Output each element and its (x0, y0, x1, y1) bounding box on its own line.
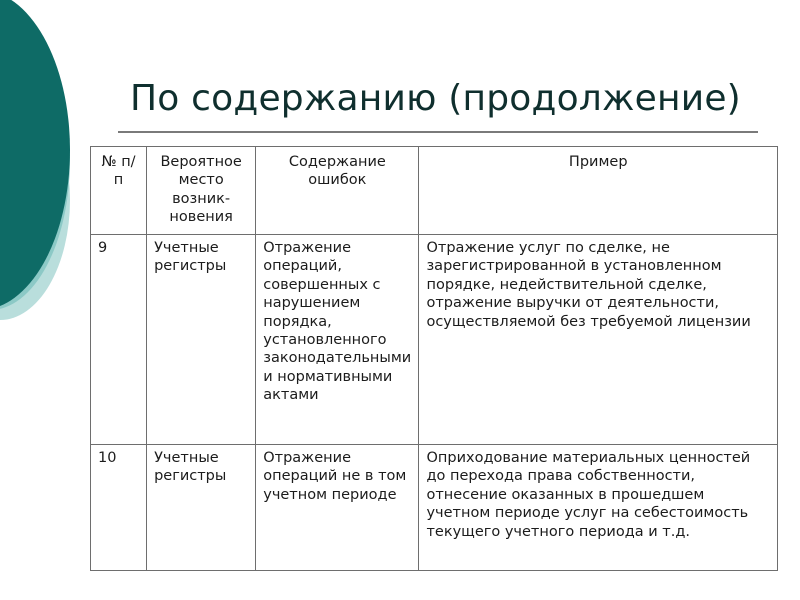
header-place: Вероятное место возник-новения (147, 147, 256, 235)
cell-number: 10 (91, 445, 147, 571)
decorative-circle-dark (0, 0, 70, 310)
table-row (91, 235, 778, 445)
cell-errors: Отражение операций не в том учетном периоде (256, 445, 419, 571)
cell-place: Учетные регистры (147, 235, 256, 445)
cell-place: Учетные регистры (147, 445, 256, 571)
cell-errors: Отражение операций, совершенных с нарушением порядка, установленного законодательными и нормативными актами (256, 235, 419, 445)
cell-example: Отражение услуг по сделке, не зарегистрированной в установленном порядке, недействительной сделке, отражение выручки от деятельности, осуществляемой без требуемой лицензии (419, 235, 778, 445)
header-example: Пример (419, 147, 778, 235)
slide-title: По содержанию (продолжение) (130, 78, 741, 119)
cell-example: Оприходование материальных ценностей до перехода права собственности, отнесение оказанных в прошедшем учетном периоде услуг на себестоимость текущего учетного периода и т.д. (419, 445, 778, 571)
header-number: № п/п (91, 147, 147, 235)
title-divider (118, 131, 758, 133)
content-table (90, 146, 778, 571)
cell-number: 9 (91, 235, 147, 445)
table-header-row (91, 147, 778, 235)
table-row (91, 445, 778, 571)
header-errors: Содержание ошибок (256, 147, 419, 235)
